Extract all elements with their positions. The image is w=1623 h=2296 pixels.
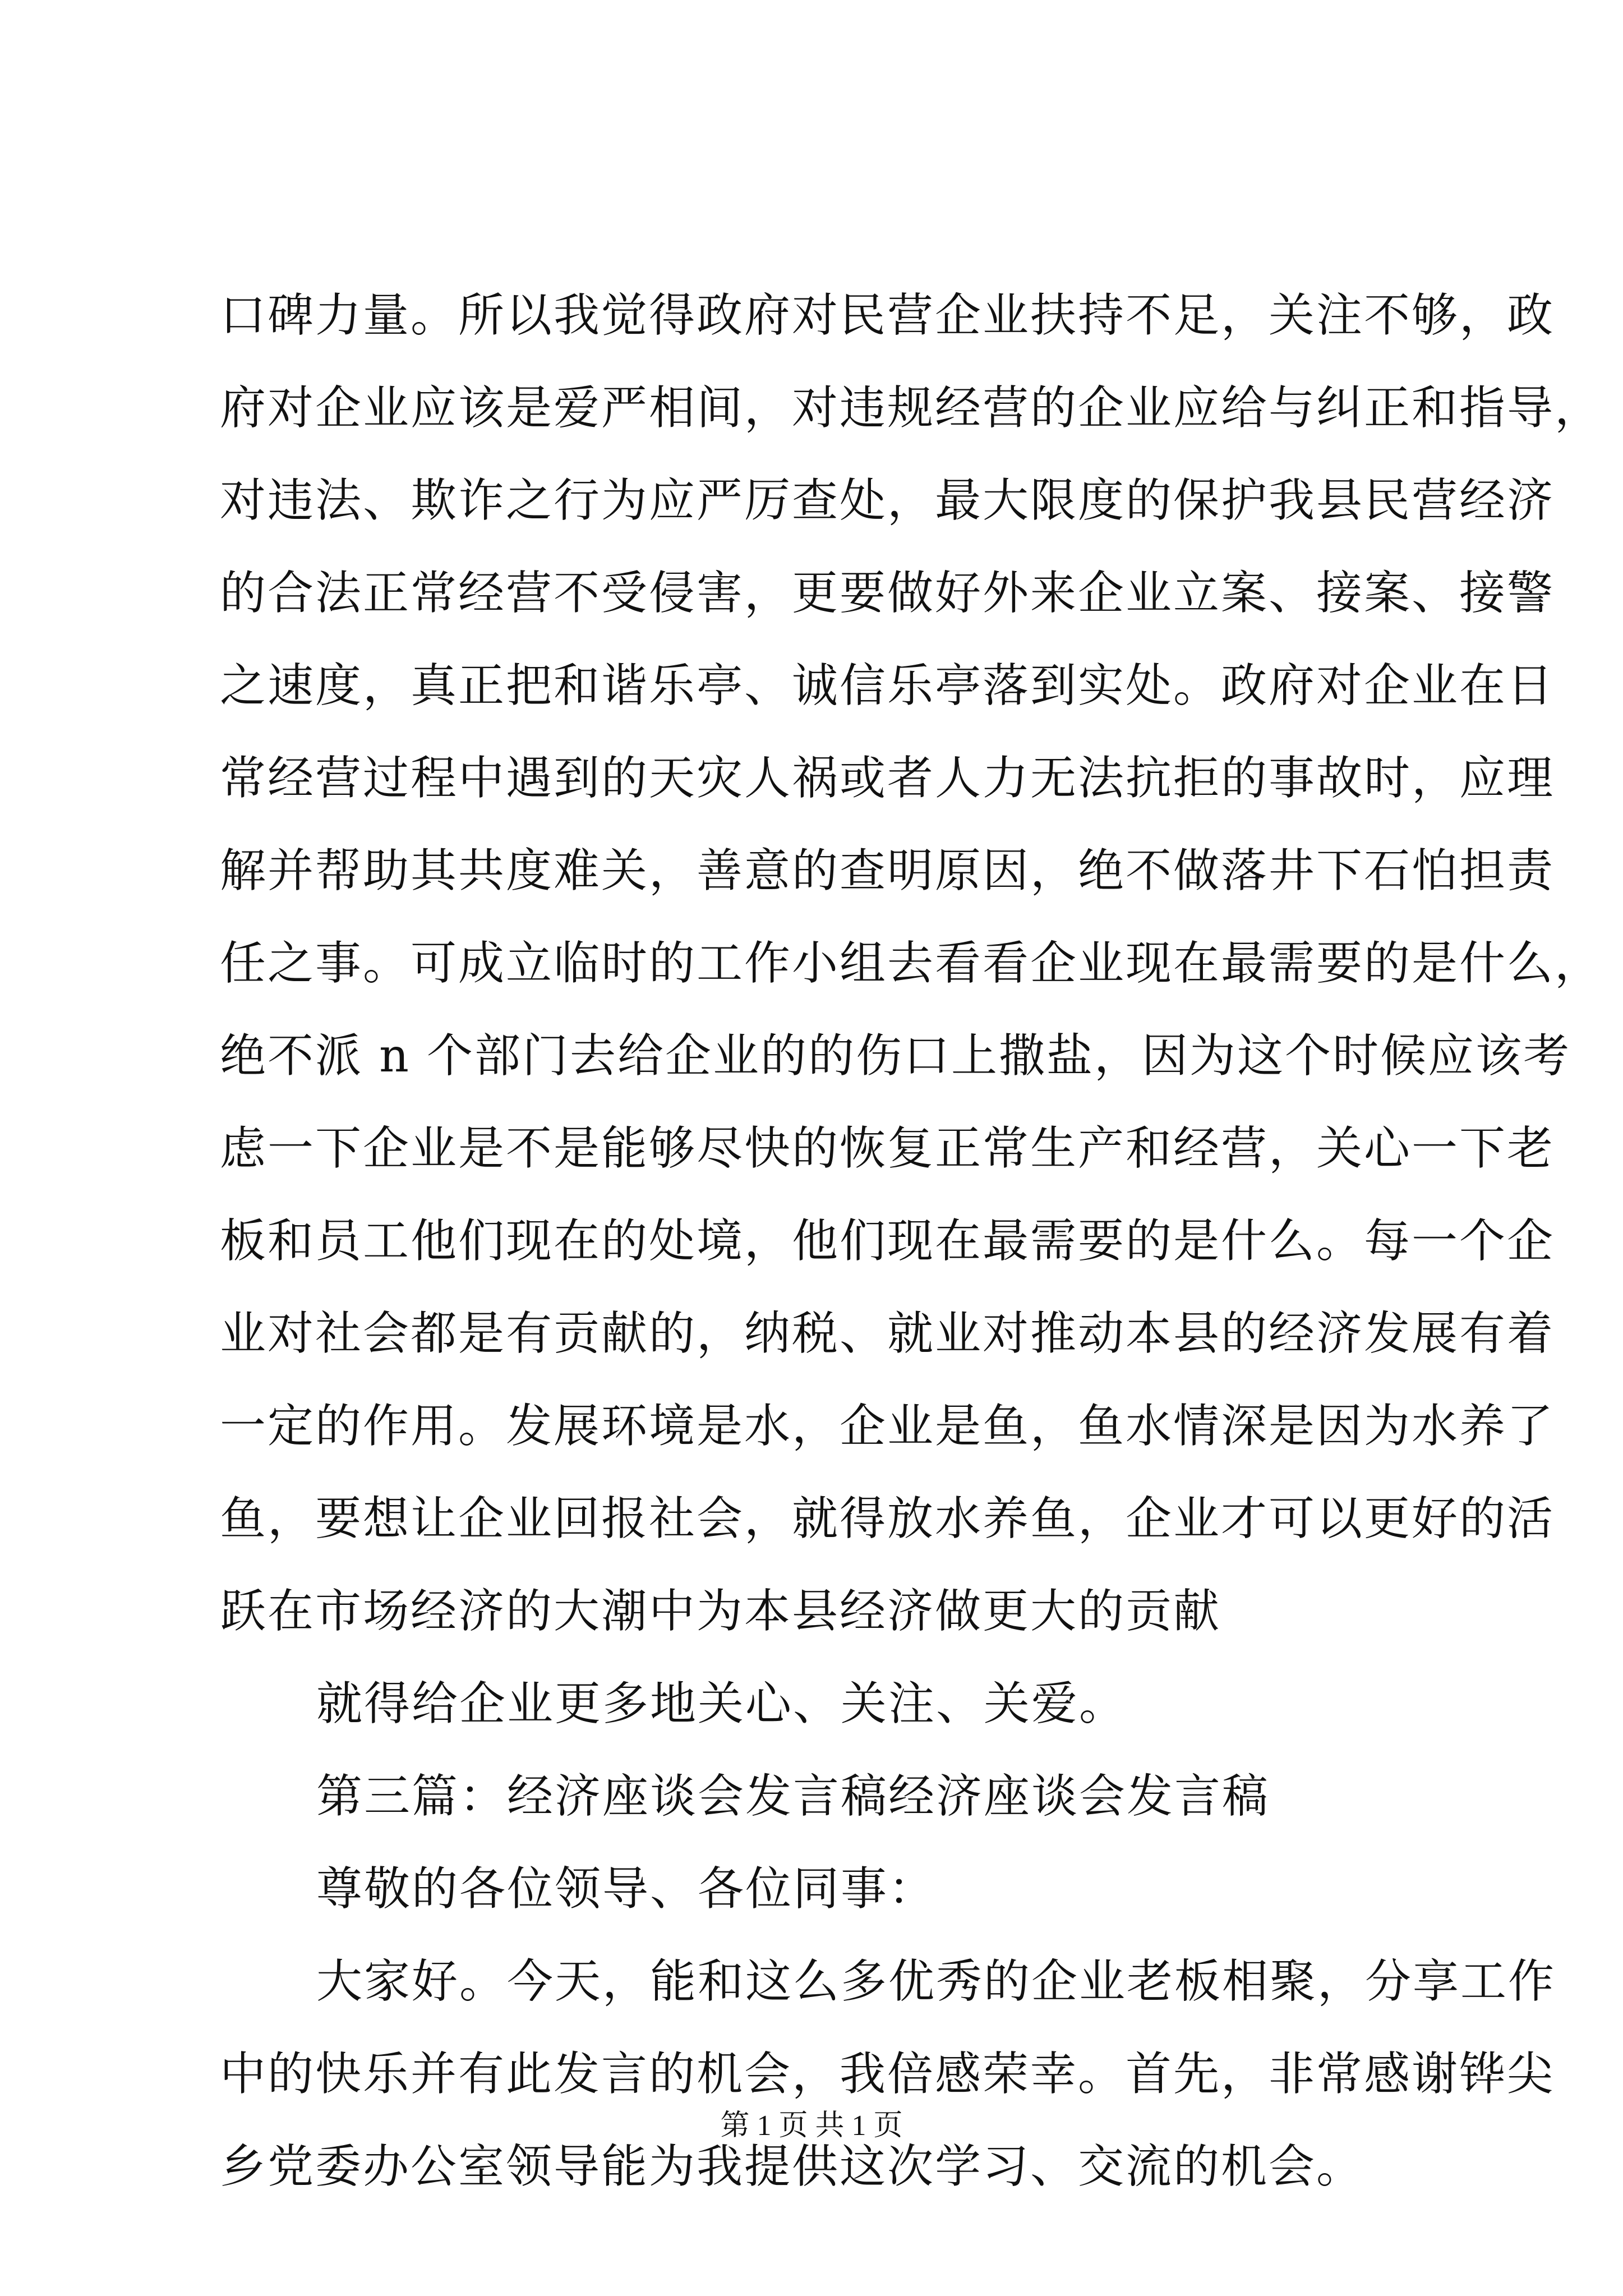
text-line: 鱼，要想让企业回报社会，就得放水养鱼，企业才可以更好的活 (220, 1492, 1555, 1545)
text-line: 虑一下企业是不是能够尽快的恢复正常生产和经营，关心一下老 (220, 1122, 1555, 1175)
text-line: 的合法正常经营不受侵害，更要做好外来企业立案、接案、接警 (220, 567, 1555, 620)
text-line: 口碑力量。所以我觉得政府对民营企业扶持不足，关注不够，政 (220, 289, 1555, 342)
text-line: 对违法、欺诈之行为应严厉查处，最大限度的保护我县民营经济 (220, 474, 1555, 527)
text-line: 绝不派 n 个部门去给企业的的伤口上撒盐，因为这个时候应该考 (220, 1029, 1571, 1083)
text-line: 乡党委办公室领导能为我提供这次学习、交流的机会。 (220, 2140, 1364, 2193)
paragraph-first-line: 就得给企业更多地关心、关注、关爱。 (316, 1677, 1127, 1731)
text-line: 业对社会都是有贡献的，纳税、就业对推动本县的经济发展有着 (220, 1307, 1555, 1360)
text-line: 解并帮助其共度难关，善意的查明原因，绝不做落井下石怕担责 (220, 844, 1555, 898)
page-footer: 第 1 页 共 1 页 (720, 2110, 903, 2142)
document-body (220, 269, 1603, 2213)
text-line: 常经营过程中遇到的天灾人祸或者人力无法抗拒的事故时，应理 (220, 752, 1555, 805)
text-line: 中的快乐并有此发言的机会，我倍感荣幸。首先，非常感谢铧尖 (220, 2047, 1555, 2101)
text-line: 一定的作用。发展环境是水，企业是鱼，鱼水情深是因为水养了 (220, 1400, 1555, 1453)
salutation: 尊敬的各位领导、各位同事： (316, 1862, 937, 1916)
text-line: 板和员工他们现在的处境，他们现在最需要的是什么。每一个企 (220, 1214, 1555, 1268)
text-line: 之速度，真正把和谐乐亭、诚信乐亭落到实处。政府对企业在日 (220, 659, 1555, 712)
text-line: 府对企业应该是爱严相间，对违规经营的企业应给与纠正和指导， (220, 381, 1603, 435)
text-line: 任之事。可成立临时的工作小组去看看企业现在最需要的是什么， (220, 937, 1603, 990)
section-heading: 第三篇：经济座谈会发言稿经济座谈会发言稿 (316, 1770, 1270, 1823)
text-line: 跃在市场经济的大潮中为本县经济做更大的贡献 (220, 1585, 1221, 1638)
paragraph-first-line: 大家好。今天，能和这么多优秀的企业老板相聚，分享工作 (316, 1955, 1556, 2008)
